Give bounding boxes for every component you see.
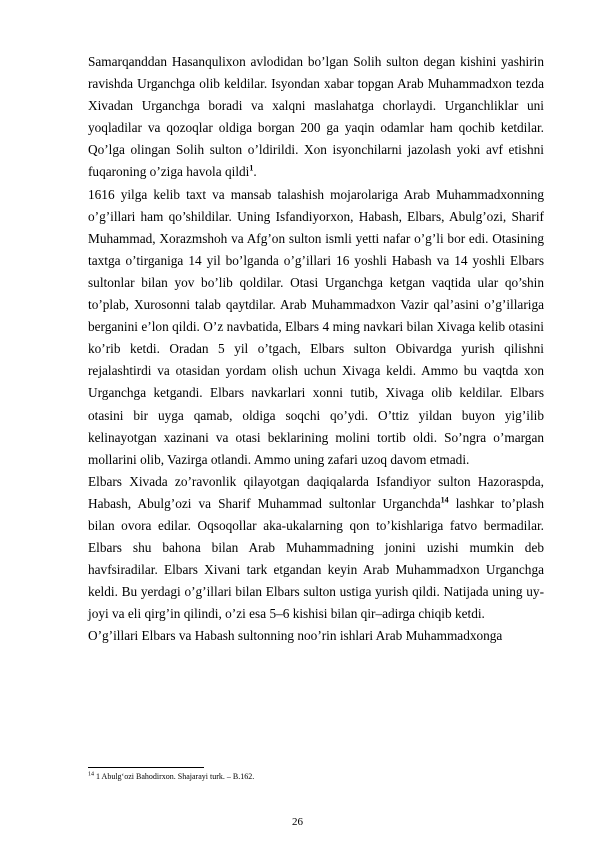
paragraph-4: O’g’illari Elbars va Habash sultonning noo’rin ishlari Arab Muhammadxonga	[88, 628, 503, 644]
page-number: 26	[292, 816, 303, 828]
paragraph-1-text: Samarqanddan Hasanqulixon avlodidan bo’lgan Solih sulton degan kishini yashirin ravishda Urganchga olib keldilar. Isyondan xabar topgan Arab Muhammadxon tezda Xivadan Urganchga boradi va xalqni maslahatga chorlaydi. Urganchliklar uni yoqladilar va qozoqlar oldiga borgan 200 ga yaqin odamlar ham qochib ketdilar. Qo’lga olingan Solih sulton o’ldirildi. Xon isyonchilarni jazolash yoki avf etishni fuqaroning o’ziga havola qildi	[88, 54, 544, 180]
paragraph-2: 1616 yilga kelib taxt va mansab talashish mojarolariga Arab Muhammadxonning o’g’illari ham qo’shildilar. Uning Isfandiyorxon, Habash, Elbars, Abulg’ozi, Sharif Muhammad, Xorazmshoh va Afg’on sulton ismli yetti nafar o’g’li bor edi. Otasining taxtga o’tirganiga 14 yil bo’lganda o’g’illari 16 yoshli Habash va 14 yoshli Elbars sultonlar bilan yov bo’lib qoldilar. Otasi Urganchga ketgan vaqtida ular qo’shin to’plab, Xurosonni talab qaytdilar. Arab Muhammadxon Vazir qal’asini o’g’illariga berganini e’lon qildi. O’z navbatida, Elbars 4 ming navkari bilan Xivaga kelib otasini ko’rib ketdi. Oradan 5 yil o’tgach, Elbars sulton Obivardga yurish qilishni rejalashtirdi va otasidan yordam olish uchun Xivaga keldi. Ammo bu vaqtda xon Urganchga ketgandi. Elbars navkarlari xonni tutib, Xivaga olib keldilar. Elbars otasini bir uyga qamab, oldiga soqchi qo’ydi. O’ttiz yildan buyon yig’ilib kelinayotgan xazinani va otasi beklarining molini tortib oldi. So’ngra o’margan mollarini olib, Vazirga otlandi. Ammo uning zafari uzoq davom etmadi.	[88, 186, 544, 467]
footnote-text: 1 Abulg‘ozi Bahodirxon. Shajarayi turk. – B.162.	[94, 772, 255, 781]
footnote	[88, 772, 544, 782]
paragraph-3-text-b: lashkar to’plash bilan ovora edilar. Oqsoqollar aka-ukalarning qon to’kishlariga fatvo bermadilar. Elbars shu bahona bilan Arab Muhammadning jonini uzishi mumkin deb havfsiradilar. Elbars Xivani tark etgandan keyin Arab Muhammadxon Urganchga keldi. Bu yerdagi o’g’illari bilan Elbars sulton ustiga yurish qildi. Natijada uning uy-joyi va eli qirg’in qilindi, o’zi esa 5–6 kishisi bilan qir–adirga chiqib ketdi.	[88, 495, 544, 622]
paragraph-1-end: .	[253, 164, 257, 180]
footnote-divider	[88, 767, 204, 768]
paragraph-3	[88, 471, 544, 626]
paragraph-3-text-a: Elbars Xivada zo’ravonlik qilayotgan daqiqalarda Isfandiyor sulton Hazoraspda, Habash, Abulg’ozi va Sharif Muhammad sultonlar Urganchda	[88, 473, 544, 511]
footnote-ref-14: 14	[440, 495, 449, 505]
paragraph-1	[88, 51, 544, 184]
footnote-marker: 14	[88, 771, 94, 778]
document-body	[88, 51, 544, 648]
footnote-ref-1: 1	[249, 164, 254, 174]
